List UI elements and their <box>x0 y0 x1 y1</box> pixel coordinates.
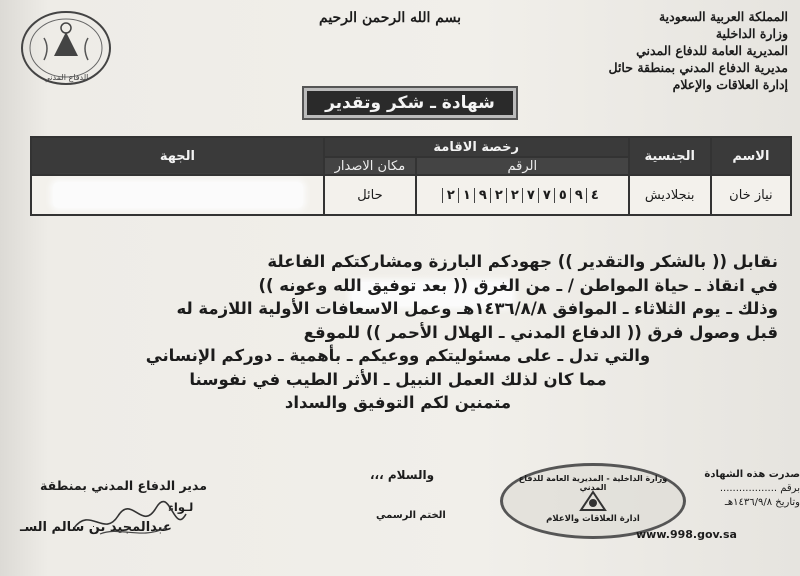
svg-text:الدفاع المدني: الدفاع المدني <box>43 73 89 82</box>
number-digit: ٢ <box>506 188 522 203</box>
org-line: إدارة العلاقات والإعلام <box>672 77 788 92</box>
org-line: وزارة الداخلية <box>715 26 788 41</box>
issued-label: صدرت هذه الشهادة <box>704 469 800 480</box>
director-name: عبدالمجيد بن سالم السـ <box>20 520 172 535</box>
header-number: الرقم <box>416 157 629 175</box>
director-title: مدير الدفاع المدني بمنطقة <box>40 478 207 493</box>
number-digit: ٤ <box>586 188 602 203</box>
number-digit: ٧ <box>538 188 554 203</box>
stamp-line: ادارة العلاقات والاعلام <box>546 514 640 524</box>
number-digit: ٩ <box>570 188 586 203</box>
body-line: نقابل (( بالشكر والتقدير )) جهودكم البارزة ومشاركتكم الفاعلة <box>267 252 778 271</box>
number-digit: ١ <box>458 188 474 203</box>
website: www.998.gov.sa <box>636 528 737 541</box>
number-digit: ٥ <box>554 188 570 203</box>
header-permit: رخصة الاقامة <box>324 137 629 157</box>
org-header <box>608 8 788 93</box>
date-label: وتاريخ <box>775 497 800 508</box>
basmala: بسم الله الرحمن الرحيم <box>319 10 461 26</box>
number-digit: ٢ <box>442 188 458 203</box>
civil-defense-seal-logo <box>14 8 114 88</box>
stamp-emblem-icon <box>575 488 611 514</box>
cell-number <box>416 175 629 215</box>
cell-name: نياز خان <box>711 175 791 215</box>
certificate-title: شهادة ـ شكر وتقدير <box>302 86 518 120</box>
number-digit: ٢ <box>490 188 506 203</box>
director-rank: لـواء <box>168 500 194 514</box>
org-line: المملكة العربية السعودية <box>658 9 788 24</box>
number-digit: ٩ <box>474 188 490 203</box>
official-seal-label: الختم الرسمي <box>376 510 446 521</box>
number-label: برقم <box>780 483 800 494</box>
issue-date: ١٤٣٦/٩/٨هـ <box>724 497 773 508</box>
body-line: مما كان لذلك العمل النبيل ـ الأثر الطيب في نفوسنا <box>189 369 607 389</box>
redaction-mark <box>53 182 303 208</box>
header-place: مكان الاصدار <box>324 157 416 175</box>
body-line: في انقاذ ـ حياة المواطن / ـ من الغرق (( بعد توفيق الله وعونه )) <box>258 275 778 295</box>
org-line: مديرية الدفاع المدني بمنطقة حائل <box>608 60 788 75</box>
cell-entity <box>31 175 324 215</box>
stamp-line: وزارة الداخلية - المديرية العامة للدفاع المدني <box>518 474 668 492</box>
number-digit: ٧ <box>522 188 538 203</box>
body-line: متمنين لكم التوفيق والسداد <box>284 393 512 412</box>
salam-text: والسلام ،،، <box>370 468 435 482</box>
issue-info: صدرت هذه الشهادة برقم .................. وتاريخ ١٤٣٦/٩/٨هـ <box>682 468 800 510</box>
header-nationality: الجنسية <box>629 137 711 175</box>
director-signature <box>70 498 190 544</box>
info-table <box>30 136 792 216</box>
header-entity: الجهة <box>31 137 324 175</box>
certificate-body <box>18 250 778 415</box>
cell-nationality: بنجلاديش <box>629 175 711 215</box>
header-name: الاسم <box>711 137 791 175</box>
body-line: قبل وصول فرق (( الدفاع المدني ـ الهلال الأحمر )) للموقع <box>303 322 778 342</box>
body-line: والتي تدل ـ على مسئوليتكم ووعيكم ـ بأهمية ـ دوركم الإنساني <box>145 346 651 365</box>
body-line: وذلك ـ يوم الثلاثاء ـ الموافق ١٤٣٦/٨/٨هـ وعمل الاسعافات الأولية اللازمة له <box>176 299 778 318</box>
org-line: المديرية العامة للدفاع المدني <box>636 43 788 58</box>
cell-place: حائل <box>324 175 416 215</box>
